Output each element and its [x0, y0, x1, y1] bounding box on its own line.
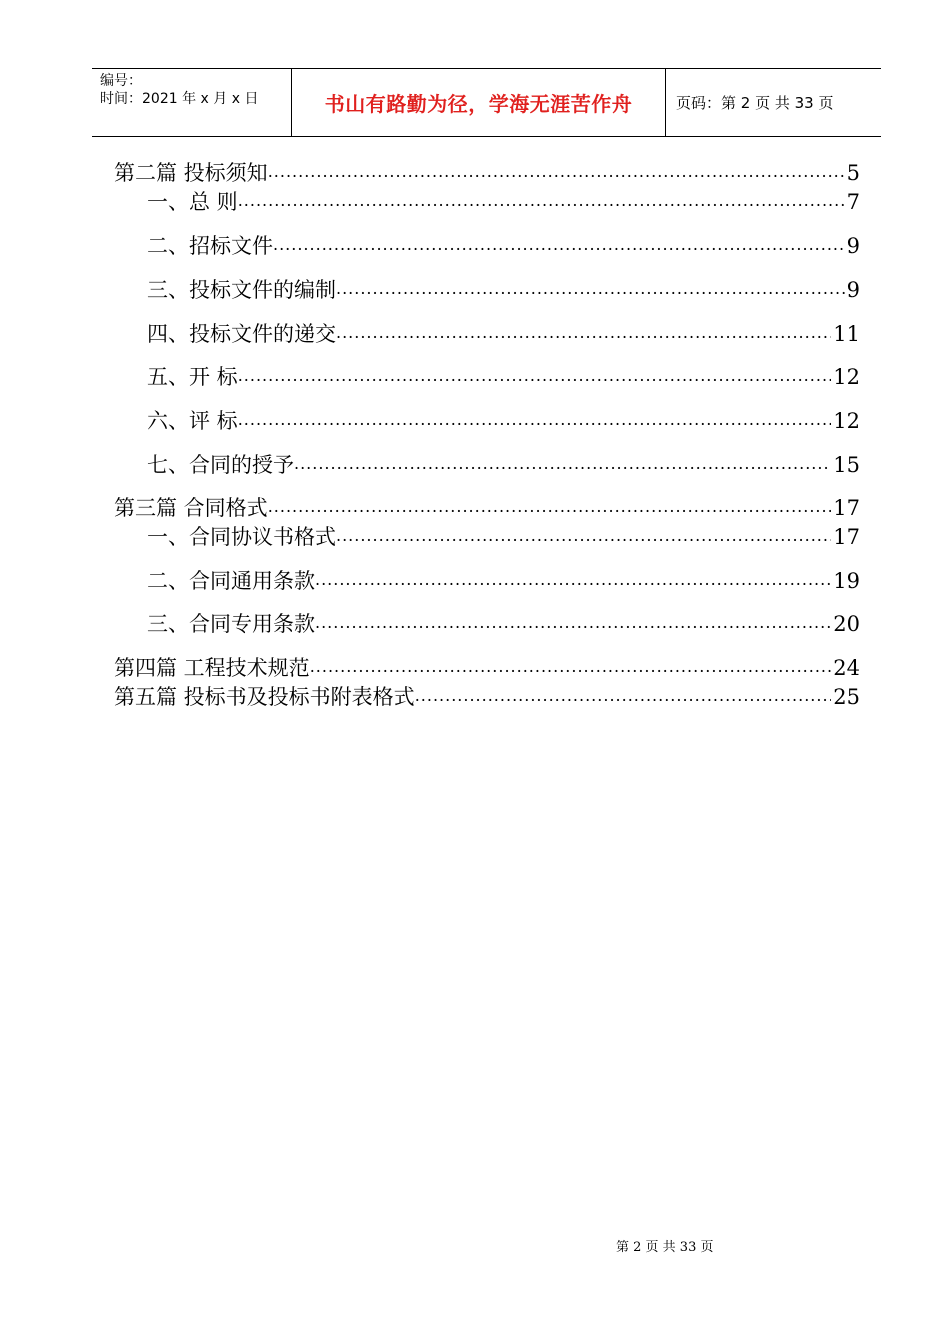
- toc-entry-page: 19: [833, 569, 860, 593]
- toc-entry[interactable]: [114, 275, 860, 305]
- toc-entry-page: 9: [846, 278, 860, 302]
- toc-entry[interactable]: [114, 522, 860, 552]
- toc-entry-title: 三、投标文件的编制: [147, 278, 336, 302]
- footer-page-number: 第 2 页 共 33 页: [616, 1240, 714, 1255]
- toc-entry-page: 5: [846, 161, 860, 185]
- toc-entry-title: 七、合同的授予: [147, 453, 294, 477]
- toc-entry[interactable]: [114, 653, 860, 683]
- toc-entry-page: 11: [833, 322, 860, 346]
- toc-entry-title: 三、合同专用条款: [147, 612, 315, 636]
- toc-entry-title: 二、招标文件: [147, 234, 273, 258]
- toc-leader-dots: [273, 234, 845, 256]
- toc-entry[interactable]: [114, 493, 860, 523]
- toc-leader-dots: [336, 278, 845, 300]
- toc-entry[interactable]: [114, 362, 860, 392]
- toc-entry-title: 六、评 标: [147, 409, 238, 433]
- toc-leader-dots: [294, 453, 831, 475]
- header-page-info: 页码：第 2 页 共 33 页: [676, 94, 834, 112]
- toc-leader-dots: [238, 365, 832, 387]
- toc-entry-title: 四、投标文件的递交: [147, 322, 336, 346]
- toc-leader-dots: [336, 525, 831, 547]
- toc-entry-title: 一、合同协议书格式: [147, 525, 336, 549]
- toc-entry-title: 五、开 标: [147, 365, 238, 389]
- toc-leader-dots: [415, 685, 832, 707]
- toc-entry[interactable]: [114, 231, 860, 261]
- toc-entry-title: 第四篇 工程技术规范: [114, 656, 310, 680]
- toc-leader-dots: [238, 409, 832, 431]
- header-motto: 书山有路勤为径，学海无涯苦作舟: [292, 69, 666, 136]
- toc-leader-dots: [238, 190, 845, 212]
- toc-entry[interactable]: [114, 450, 860, 480]
- toc-entry-page: 12: [833, 409, 860, 433]
- toc-entry[interactable]: [114, 406, 860, 436]
- document-time-label: 时间：2021 年 x 月 x 日: [100, 91, 259, 107]
- toc-entry-page: 12: [833, 365, 860, 389]
- toc-entry[interactable]: [114, 158, 860, 188]
- toc-entry-title: 第五篇 投标书及投标书附表格式: [114, 685, 415, 709]
- toc-entry[interactable]: [114, 682, 860, 712]
- toc-entry-page: 9: [846, 234, 860, 258]
- toc-entry-title: 第二篇 投标须知: [114, 161, 268, 185]
- toc-leader-dots: [268, 496, 832, 518]
- toc-leader-dots: [268, 161, 845, 183]
- toc-leader-dots: [310, 656, 832, 678]
- toc-entry-page: 15: [833, 453, 860, 477]
- toc-entry-title: 第三篇 合同格式: [114, 496, 268, 520]
- toc-entry[interactable]: [114, 187, 860, 217]
- toc-entry-page: 17: [833, 525, 860, 549]
- toc-leader-dots: [315, 569, 831, 591]
- toc-entry-title: 一、总 则: [147, 190, 238, 214]
- page-header: [92, 68, 881, 137]
- toc-leader-dots: [336, 322, 831, 344]
- toc-entry[interactable]: [114, 319, 860, 349]
- toc-entry-title: 二、合同通用条款: [147, 569, 315, 593]
- toc-entry-page: 20: [833, 612, 860, 636]
- document-number-label: 编号：: [100, 73, 142, 89]
- toc-entry[interactable]: [114, 609, 860, 639]
- toc-entry-page: 25: [833, 685, 860, 709]
- toc-entry[interactable]: [114, 566, 860, 596]
- toc-entry-page: 24: [833, 656, 860, 680]
- toc-leader-dots: [315, 612, 831, 634]
- toc-entry-page: 17: [833, 496, 860, 520]
- header-meta: [92, 69, 292, 136]
- toc-entry-page: 7: [846, 190, 860, 214]
